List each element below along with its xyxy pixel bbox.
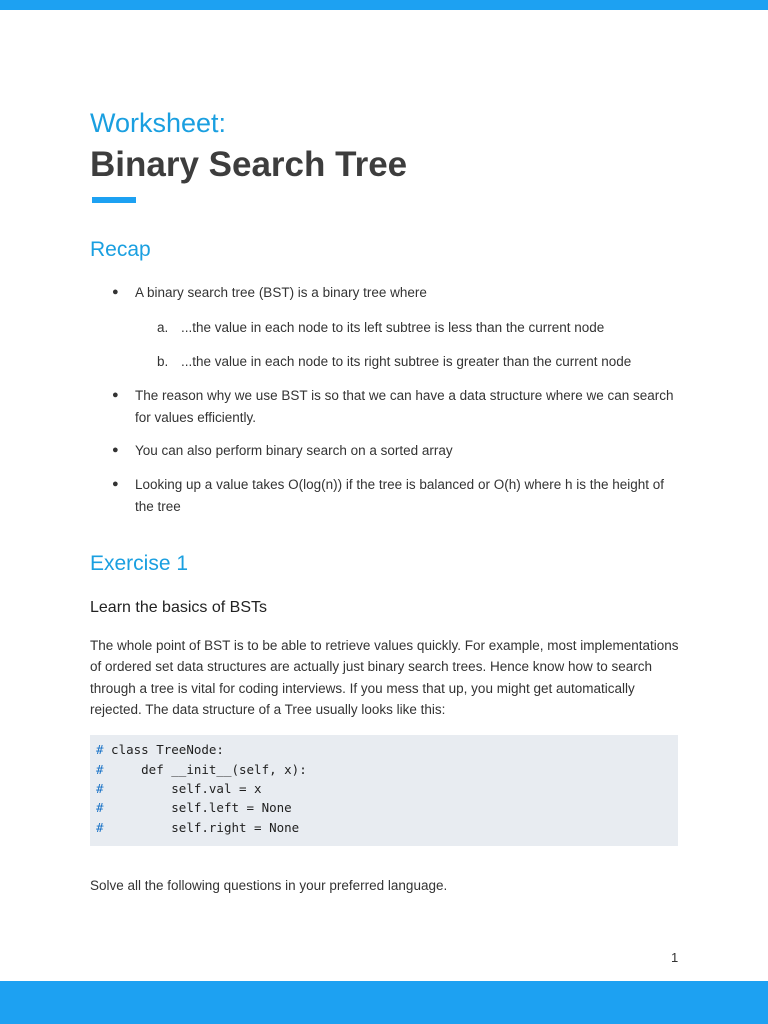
bullet-text: A binary search tree (BST) is a binary tree where [135,285,427,300]
comment-hash: # [96,781,104,796]
sub-item-marker: b. [157,354,169,369]
code-text: self.left = None [103,800,292,815]
comment-hash: # [96,742,104,757]
bullet-icon: ● [112,478,119,490]
exercise-1-heading: Exercise 1 [90,552,189,575]
code-line [96,742,224,757]
top-accent-bar [0,0,768,10]
code-text: def __init__(self, x): [103,762,307,777]
page-number: 1 [671,950,679,965]
bullet-text: You can also perform binary search on a sorted array [135,443,453,458]
comment-hash: # [96,820,104,835]
bullet-icon: ● [112,444,119,456]
exercise-1-paragraph: The whole point of BST is to be able to retrieve values quickly. For example, most implementations of ordered set data structures are actually just binary search trees. Hence know how to search through a tree is vital for coding interviews. If you mess that up, you might get automatically rejected. The data structure of a Tree usually looks like this: [90,638,679,717]
page-title: Binary Search Tree [90,145,408,184]
bullet-icon: ● [112,389,119,401]
bullet-text: The reason why we use BST is so that we can have a data structure where we can search for values efficiently. [135,388,674,425]
closing-instruction: Solve all the following questions in your preferred language. [90,878,448,893]
code-text: self.val = x [103,781,262,796]
code-line [96,820,299,835]
title-underline [92,197,136,203]
bullet-text: Looking up a value takes O(log(n)) if the tree is balanced or O(h) where h is the height of the tree [135,477,665,514]
code-text: class TreeNode: [103,742,224,757]
code-line [96,800,292,815]
sub-item-text: ...the value in each node to its left subtree is less than the current node [181,320,605,335]
code-line [96,762,307,777]
comment-hash: # [96,762,104,777]
code-line [96,781,262,796]
sub-item-marker: a. [157,320,169,335]
recap-heading: Recap [90,238,151,261]
exercise-1-subheading: Learn the basics of BSTs [90,599,267,616]
bullet-icon: ● [112,286,119,298]
code-text: self.right = None [103,820,300,835]
comment-hash: # [96,800,104,815]
title-prefix: Worksheet: [90,108,227,138]
sub-item-text: ...the value in each node to its right subtree is greater than the current node [181,354,632,369]
code-block [90,735,678,846]
bottom-accent-bar [0,981,768,1024]
